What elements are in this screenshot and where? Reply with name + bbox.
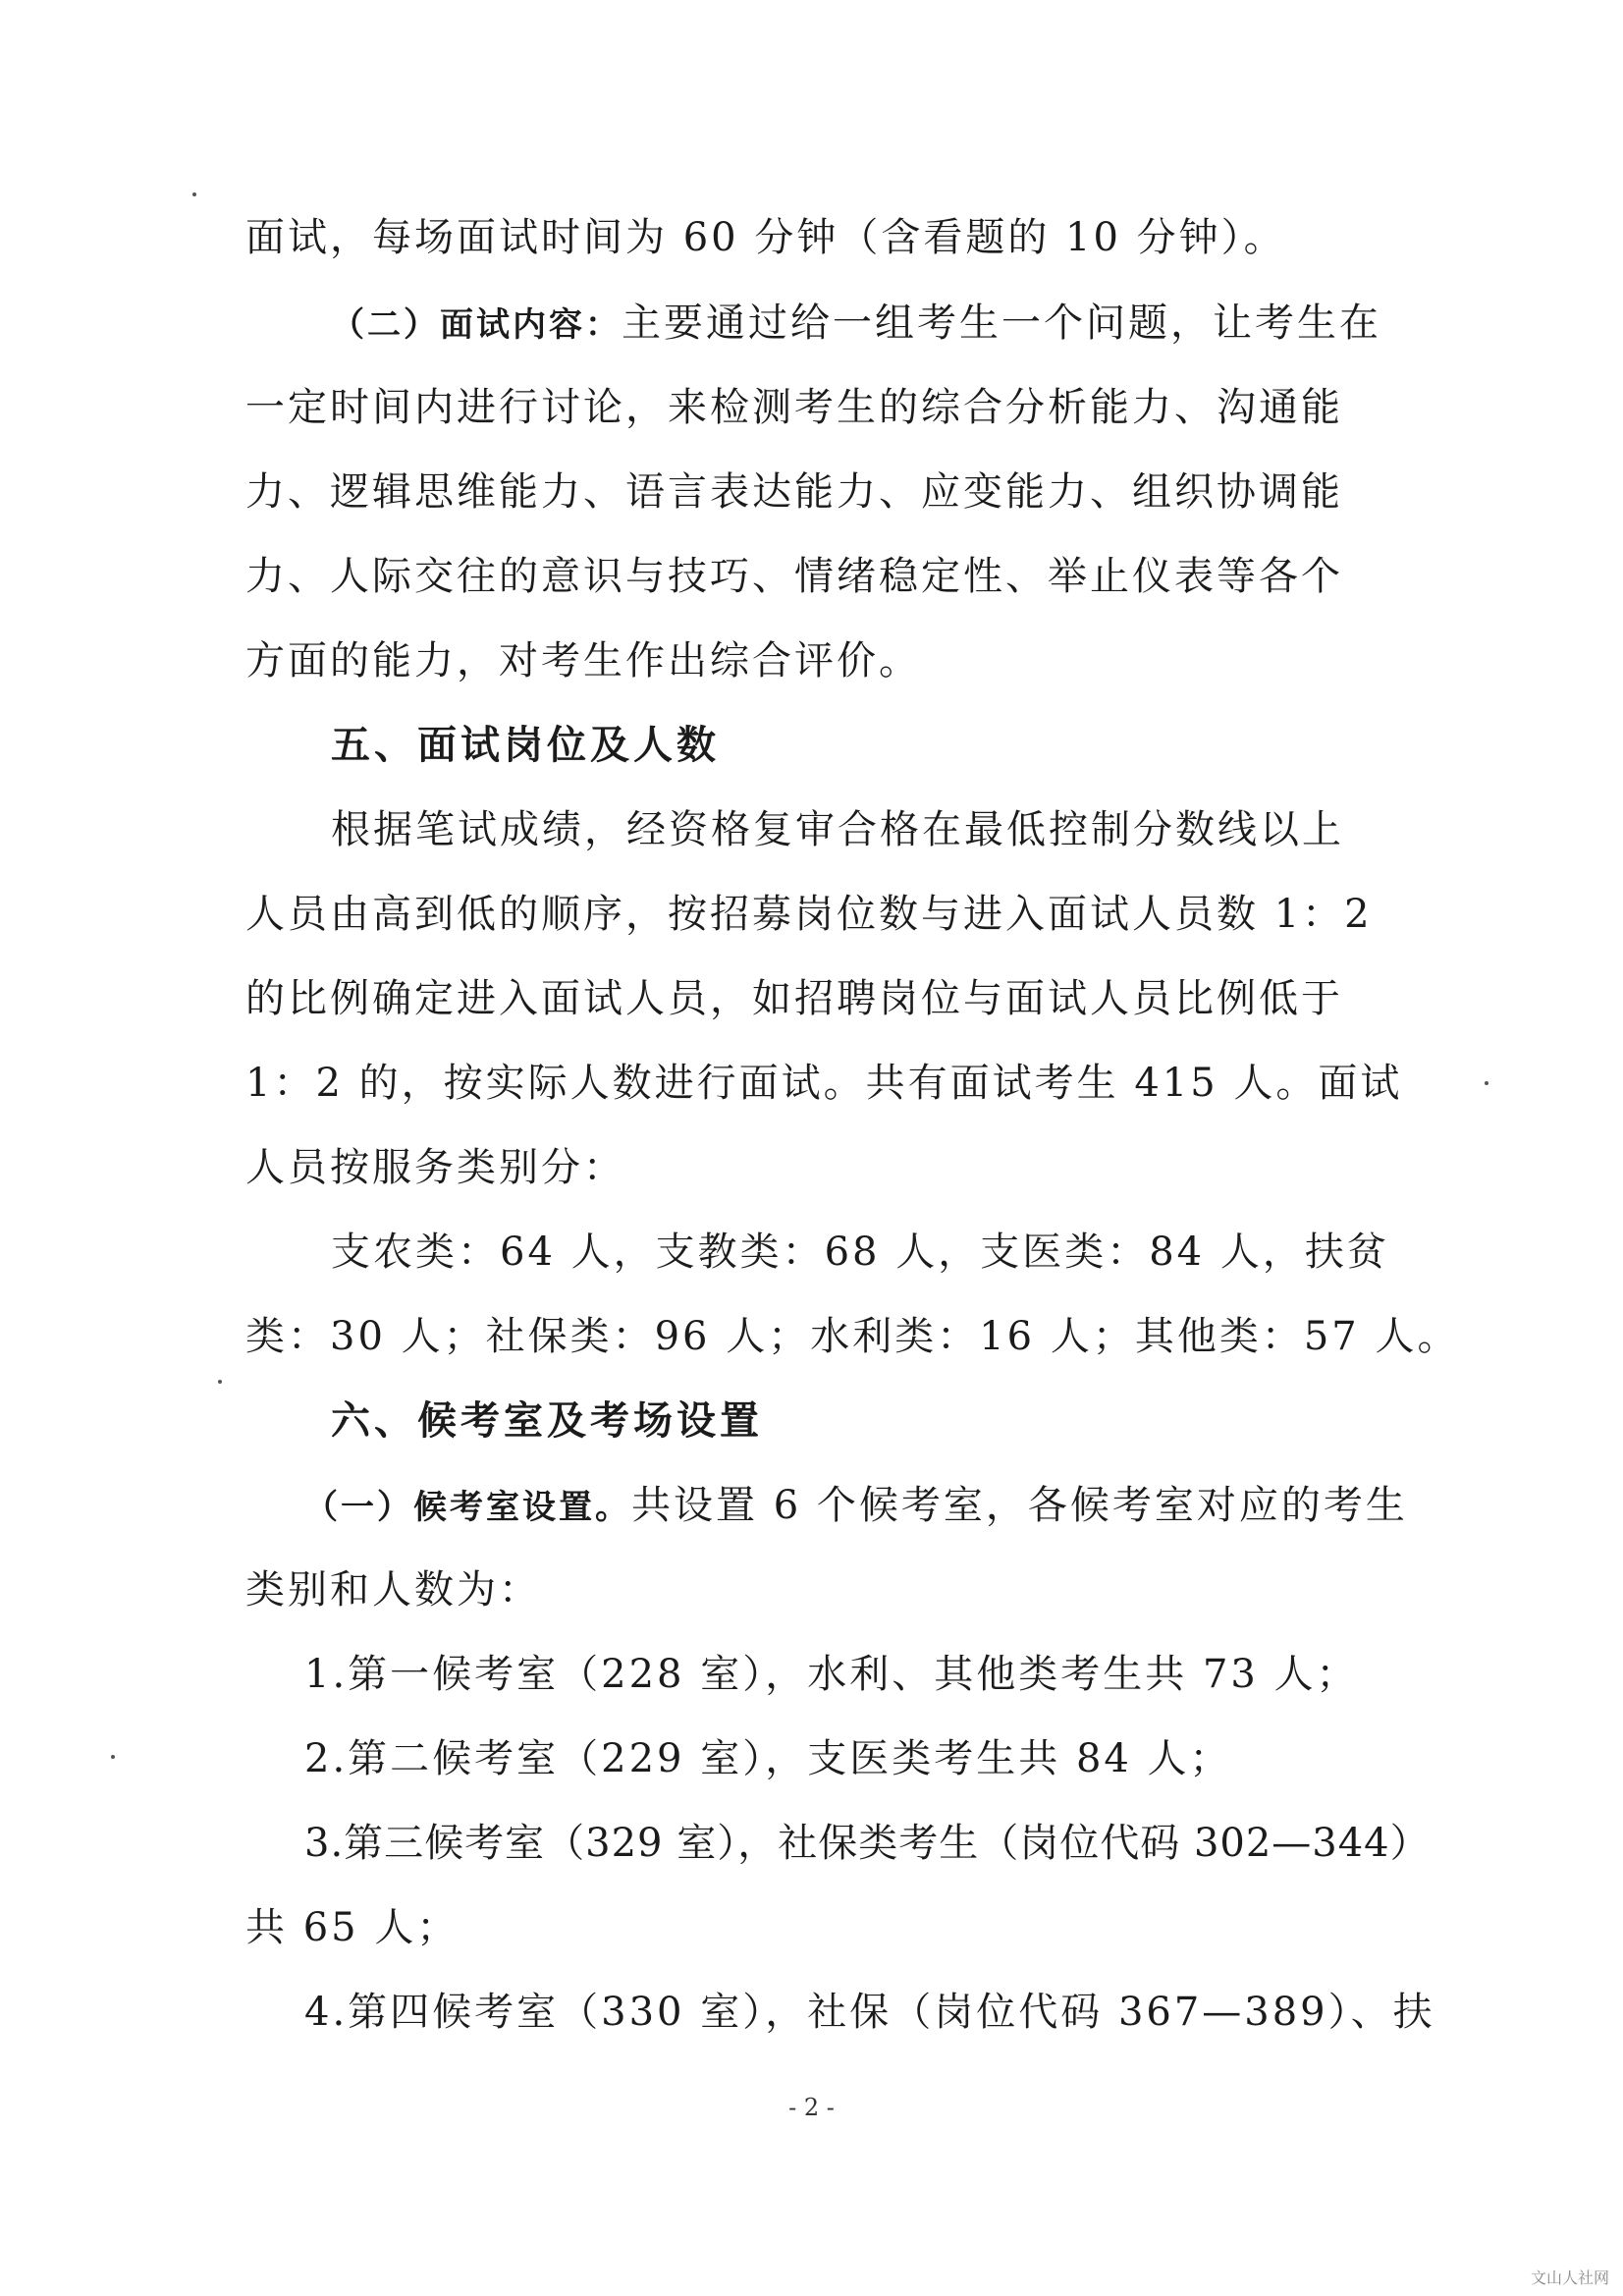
paragraph-line <box>331 298 1381 351</box>
section-heading: 六、候考室及考场设置 <box>331 1398 763 1444</box>
paragraph-line: 一定时间内进行讨论，来检测考生的综合分析能力、沟通能 <box>245 385 1343 430</box>
scan-speck <box>192 192 196 196</box>
paragraph-line: 1：2 的，按实际人数进行面试。共有面试考生 415 人。面试 <box>245 1061 1403 1106</box>
paragraph-line: 支农类：64 人，支教类：68 人，支医类：84 人，扶贫 <box>331 1230 1389 1275</box>
page-number: - 2 - <box>788 2094 835 2121</box>
section-heading: 五、面试岗位及人数 <box>331 723 720 768</box>
site-watermark: 文山人社网 <box>1530 2269 1609 2287</box>
paragraph-line: 力、人际交往的意识与技巧、情绪稳定性、举止仪表等各个 <box>245 554 1343 599</box>
paragraph-line: 类别和人数为： <box>245 1567 541 1613</box>
paragraph-line <box>304 1480 1408 1533</box>
list-item: 3.第三候考室（329 室），社保类考生（岗位代码 302—344） <box>304 1821 1431 1866</box>
list-item: 1.第一候考室（228 室），水利、其他类考生共 73 人； <box>304 1652 1359 1697</box>
paragraph-text: 共设置 6 个候考室，各候考室对应的考生 <box>631 1483 1408 1528</box>
list-item-continuation: 共 65 人； <box>245 1905 460 1950</box>
paragraph-line: 面试，每场面试时间为 60 分钟（含看题的 10 分钟）。 <box>245 215 1286 260</box>
scan-speck <box>218 1380 222 1384</box>
list-item: 2.第二候考室（229 室），支医类考生共 84 人； <box>304 1736 1232 1781</box>
waiting-room-setup-label: （一）候考室设置。 <box>304 1488 631 1527</box>
scan-speck <box>111 1755 115 1759</box>
paragraph-line: 根据笔试成绩，经资格复审合格在最低控制分数线以上 <box>331 807 1344 852</box>
scan-speck <box>1485 1081 1488 1085</box>
paragraph-line: 人员按服务类别分： <box>245 1145 625 1190</box>
paragraph-line: 的比例确定进入面试人员，如招聘岗位与面试人员比例低于 <box>245 976 1343 1021</box>
interview-content-label: （二）面试内容： <box>331 305 622 345</box>
list-item: 4.第四候考室（330 室），社保（岗位代码 367—389）、扶 <box>304 1990 1435 2035</box>
paragraph-line: 力、逻辑思维能力、语言表达能力、应变能力、组织协调能 <box>245 469 1343 515</box>
paragraph-line: 类：30 人；社保类：96 人；水利类：16 人；其他类：57 人。 <box>245 1314 1460 1359</box>
paragraph-line: 方面的能力，对考生作出综合评价。 <box>245 638 921 683</box>
paragraph-text: 主要通过给一组考生一个问题，让考生在 <box>622 301 1381 346</box>
paragraph-line: 人员由高到低的顺序，按招募岗位数与进入面试人员数 1：2 <box>245 892 1373 937</box>
